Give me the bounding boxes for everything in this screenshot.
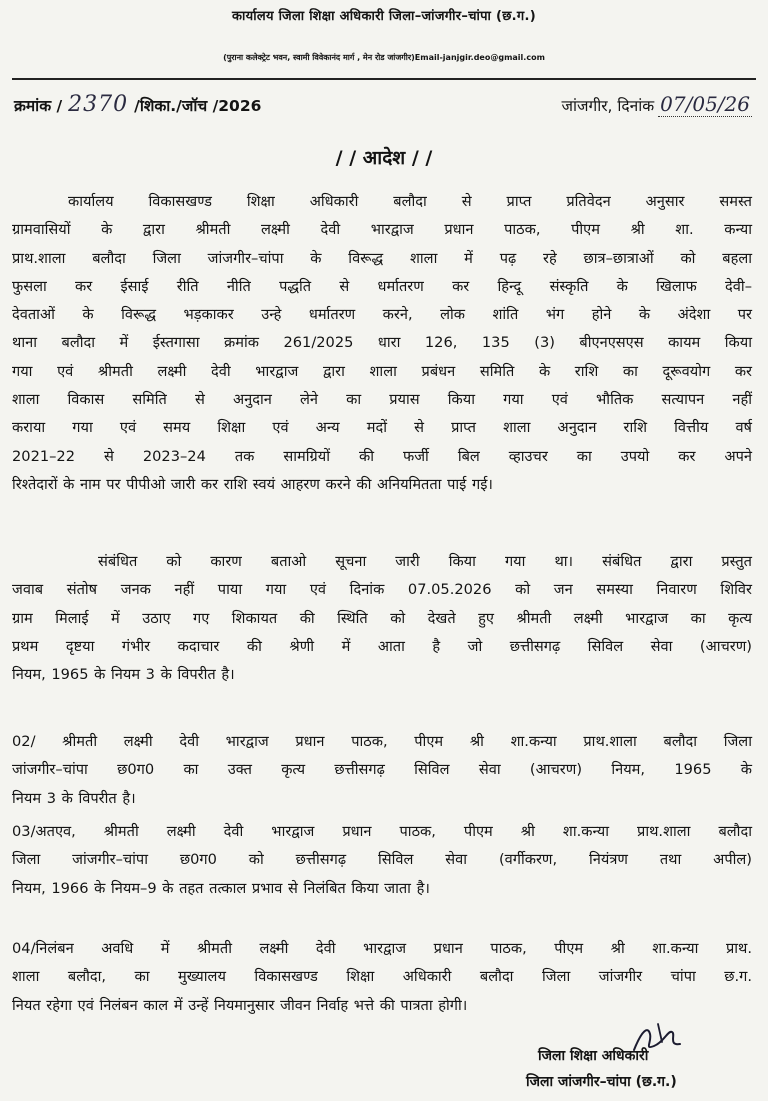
- text-line: नियम, 1966 के नियम–9 के तहत तत्काल प्रभाव से निलंबित किया जाता है।: [12, 879, 430, 897]
- text-line: संबंधित को कारण बताओ सूचना जारी किया गया था। संबंधित द्वारा प्रस्तुत: [98, 553, 752, 570]
- text-line: नियम 3 के विपरीत है।: [12, 789, 136, 807]
- date-value: 07/05/26: [660, 92, 750, 116]
- paragraph-1: [12, 188, 752, 499]
- date-label: जांजगीर, दिनांक: [561, 97, 655, 115]
- header-divider: [12, 78, 756, 80]
- paragraph-02: [12, 728, 752, 813]
- text-line: कराया गया एवं समय शिक्षा एवं अन्य मदों से प्राप्त शाला अनुदान राशि वित्तीय वर्ष: [12, 419, 752, 437]
- signatory-office: जिला जांजगीर–चांपा (छ.ग.): [526, 1074, 677, 1090]
- text-line: कार्यालय विकासखण्ड शिक्षा अधिकारी बलौदा से प्राप्त प्रतिवेदन अनुसार समस्त: [68, 193, 752, 210]
- paragraph-2: [12, 548, 752, 689]
- text-line: ग्रामवासियों के द्वारा श्रीमती लक्ष्मी देवी भारद्वाज प्रधान पाठक, पीएम श्री शा. कन्या: [12, 221, 752, 239]
- office-title: कार्यालय जिला शिक्षा अधिकारी जिला–जांजगीर–चांपा (छ.ग.): [232, 9, 536, 24]
- text-line: नियत रहेगा एवं निलंबन काल में उन्हें नियमानुसार जीवन निर्वाह भत्ते की पात्रता होगी।: [12, 996, 468, 1014]
- signatory-designation: जिला शिक्षा अधिकारी: [538, 1048, 649, 1064]
- text-line: जिला जांजगीर–चांपा छ0ग0 को छत्तीसगढ़ सिविल सेवा (वर्गीकरण, नियंत्रण तथा अपील): [12, 851, 752, 869]
- text-line: शाला विकास समिति से अनुदान लेने का प्रयास किया गया एवं भौतिक सत्यापन नहीं: [12, 391, 752, 409]
- paragraph-04: [12, 935, 752, 1020]
- text-line: थाना बलौदा में ईस्तगासा क्रमांक 261/2025 धारा 126, 135 (3) बीएनएसएस कायम किया: [12, 334, 752, 352]
- text-line: 03/अतएव, श्रीमती लक्ष्मी देवी भारद्वाज प्रधान पाठक, पीएम श्री शा.कन्या प्राथ.शाला बलौदा: [12, 823, 752, 840]
- text-line: देवताओं के विरूद्ध भड़काकर उन्हे धर्मातरण करने, लोक शांति भंग होने के अंदेशा पर: [12, 306, 752, 324]
- text-line: 04/निलंबन अवधि में श्रीमती लक्ष्मी देवी भारद्वाज प्रधान पाठक, पीएम श्री शा.कन्या प्राथ.: [12, 940, 752, 957]
- text-line: शाला बलौदा, का मुख्यालय विकासखण्ड शिक्षा अधिकारी बलौदा जिला जांजगीर चांपा छ.ग.: [12, 968, 752, 986]
- order-heading: / / आदेश / /: [335, 147, 433, 169]
- text-line: गया एवं श्रीमती लक्ष्मी देवी भारद्वाज द्वारा शाला प्रबंधन समिति के राशि का दूरूवयोग कर: [12, 362, 752, 380]
- text-line: 02/ श्रीमती लक्ष्मी देवी भारद्वाज प्रधान पाठक, पीएम श्री शा.कन्या प्राथ.शाला बलौदा जिला: [12, 733, 752, 750]
- paragraph-03: [12, 818, 752, 903]
- text-line: 2021–22 से 2023–24 तक सामग्रियों की फर्जी बिल व्हाउचर का उपयो कर अपने: [12, 447, 752, 465]
- reference-line: [14, 92, 261, 117]
- office-address: (पुराना कलेक्ट्रेट भवन, स्वामी विवेकानंद मार्ग , मेन रोड जांजगीर)Email-janjgir.deo@gmail.com: [223, 53, 545, 62]
- reference-prefix: क्रमांक /: [14, 97, 63, 115]
- text-line: जवाब संतोष जनक नहीं पाया गया एवं दिनांक 07.05.2026 को जन समस्या निवारण शिविर: [12, 581, 752, 599]
- text-line: रिश्तेदारों के नाम पर पीपीओ जारी कर राशि स्वयं आहरण करने की अनियमितता पाई गई।: [12, 475, 493, 493]
- text-line: फुसला कर ईसाई रीति नीति पद्धति से धर्मातरण कर हिन्दू संस्कृति के खिलाफ देवी–: [12, 277, 752, 295]
- date-line: [561, 92, 752, 117]
- text-line: ग्राम मिलाई में उठाए गए शिकायत की स्थिति को देखते हुए श्रीमती लक्ष्मी भारद्वाज का कृत्य: [12, 609, 752, 627]
- text-line: नियम, 1965 के नियम 3 के विपरीत है।: [12, 666, 235, 684]
- reference-suffix: /शिका./जॉच /2026: [134, 97, 262, 115]
- text-line: जांजगीर–चांपा छ0ग0 का उक्त कृत्य छत्तीसगढ़ सिविल सेवा (आचरण) नियम, 1965 के: [12, 761, 752, 779]
- text-line: प्रथम दृष्टया गंभीर कदाचार की श्रेणी में आता है जो छत्तीसगढ़ सिविल सेवा (आचरण): [12, 637, 752, 655]
- text-line: प्राथ.शाला बलौदा जिला जांजगीर–चांपा के विरूद्ध शाला में पढ़ रहे छात्र–छात्राओं को बहला: [12, 249, 752, 267]
- reference-number: 2370: [68, 92, 129, 117]
